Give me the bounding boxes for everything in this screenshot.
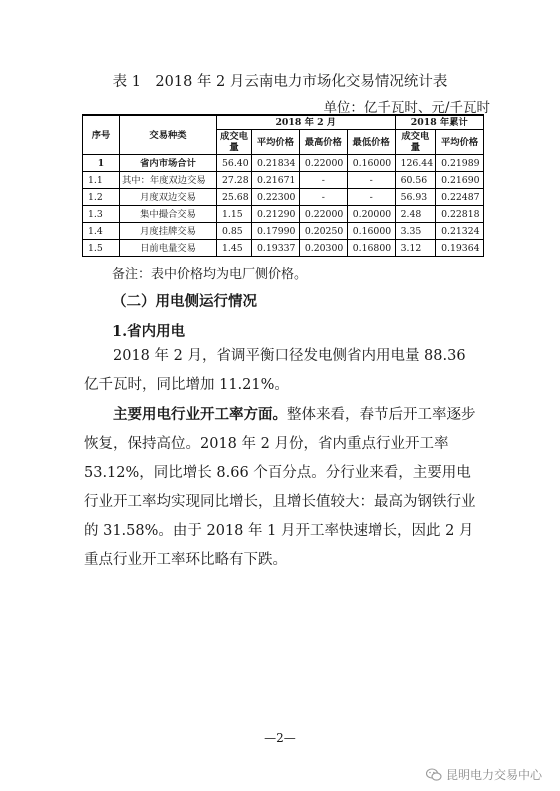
cell-min-price: 0.16800 <box>347 240 395 257</box>
table-row <box>83 240 484 257</box>
cell-volume: 1.45 <box>217 240 252 257</box>
cell-avg-price: 0.21834 <box>252 155 300 172</box>
cell-cum-volume: 2.48 <box>395 206 436 223</box>
cell-avg-price: 0.21671 <box>252 172 300 189</box>
cell-volume: 1.15 <box>217 206 252 223</box>
header-volume: 成交电量 <box>217 130 252 155</box>
cell-min-price: - <box>347 172 395 189</box>
header-cumulative-group: 2018 年累计 <box>395 115 483 130</box>
cell-type: 集中撮合交易 <box>120 206 217 223</box>
paragraph-industry-operating-rate <box>84 400 476 575</box>
cell-cum-avg-price: 0.21690 <box>436 172 484 189</box>
cell-cum-avg-price: 0.21324 <box>436 223 484 240</box>
cell-min-price: 0.16000 <box>347 223 395 240</box>
cell-seq: 1 <box>83 155 120 172</box>
table-row <box>83 206 484 223</box>
cell-max-price: 0.22000 <box>299 206 347 223</box>
header-max-price: 最高价格 <box>299 130 347 155</box>
cell-volume: 25.68 <box>217 189 252 206</box>
cell-cum-avg-price: 0.19364 <box>436 240 484 257</box>
table-row <box>83 172 484 189</box>
cell-type: 月度挂牌交易 <box>120 223 217 240</box>
header-cum-volume: 成交电量 <box>395 130 436 155</box>
cell-cum-volume: 3.35 <box>395 223 436 240</box>
cell-volume: 56.40 <box>217 155 252 172</box>
cell-seq: 1.1 <box>83 172 120 189</box>
cell-type: 月度双边交易 <box>120 189 217 206</box>
header-avg-price: 平均价格 <box>252 130 300 155</box>
cell-min-price: - <box>347 189 395 206</box>
cell-max-price: - <box>299 189 347 206</box>
cell-volume: 27.28 <box>217 172 252 189</box>
cell-cum-volume: 126.44 <box>395 155 436 172</box>
header-type: 交易种类 <box>120 115 217 155</box>
paragraph-lead: 主要用电行业开工率方面。 <box>113 406 287 423</box>
table-row <box>83 155 484 172</box>
cell-min-price: 0.16000 <box>347 155 395 172</box>
section-title: （二）用电侧运行情况 <box>112 293 257 310</box>
wechat-icon <box>426 768 442 782</box>
cell-seq: 1.3 <box>83 206 120 223</box>
cell-volume: 0.85 <box>217 223 252 240</box>
cell-seq: 1.2 <box>83 189 120 206</box>
cell-cum-avg-price: 0.21989 <box>436 155 484 172</box>
cell-avg-price: 0.22300 <box>252 189 300 206</box>
header-cum-avg-price: 平均价格 <box>436 130 484 155</box>
header-seq: 序号 <box>83 115 120 155</box>
table-row <box>83 223 484 240</box>
cell-max-price: 0.20300 <box>299 240 347 257</box>
cell-avg-price: 0.19337 <box>252 240 300 257</box>
table-row <box>83 189 484 206</box>
paragraph-body: 整体来看，春节后开工率逐步恢复，保持高位。2018 年 2 月份，省内重点行业开工率 53.12%，同比增长 8.66 个百分点。分行业来看，主要用电行业开工率均实现同比增长，且增长值较大：最高为钢铁行业的 31.58%。由于 2018 年 1 月开工率快速增长，因此 2 月重点行业开工率环比略有下跌。 <box>84 407 476 568</box>
table-caption: 表 1 2018 年 2 月云南电力市场化交易情况统计表 <box>112 74 448 90</box>
header-feb-group: 2018 年 2 月 <box>217 115 396 130</box>
trade-statistics-table <box>82 114 484 257</box>
cell-cum-volume: 56.93 <box>395 189 436 206</box>
cell-seq: 1.5 <box>83 240 120 257</box>
cell-max-price: 0.22000 <box>299 155 347 172</box>
cell-cum-volume: 60.56 <box>395 172 436 189</box>
cell-type: 日前电量交易 <box>120 240 217 257</box>
cell-cum-avg-price: 0.22818 <box>436 206 484 223</box>
cell-type: 其中：年度双边交易 <box>120 172 217 189</box>
cell-avg-price: 0.17990 <box>252 223 300 240</box>
cell-max-price: 0.20250 <box>299 223 347 240</box>
watermark-text: 昆明电力交易中心 <box>445 768 542 782</box>
cell-min-price: 0.20000 <box>347 206 395 223</box>
cell-cum-volume: 3.12 <box>395 240 436 257</box>
paragraph-electricity-use: 2018 年 2 月，省调平衡口径发电侧省内用电量 88.36 亿千瓦时，同比增加 11.21%。 <box>84 348 466 393</box>
table-note: 备注：表中价格均为电厂侧价格。 <box>112 267 308 282</box>
cell-type: 省内市场合计 <box>120 155 217 172</box>
subsection-title: 1.省内用电 <box>112 323 186 340</box>
cell-cum-avg-price: 0.22487 <box>436 189 484 206</box>
watermark <box>426 766 542 783</box>
header-min-price: 最低价格 <box>347 130 395 155</box>
unit-label: 单位：亿千瓦时、元/千瓦时 <box>323 100 490 116</box>
cell-seq: 1.4 <box>83 223 120 240</box>
cell-avg-price: 0.21290 <box>252 206 300 223</box>
page-number: —2— <box>264 731 296 745</box>
cell-max-price: - <box>299 172 347 189</box>
